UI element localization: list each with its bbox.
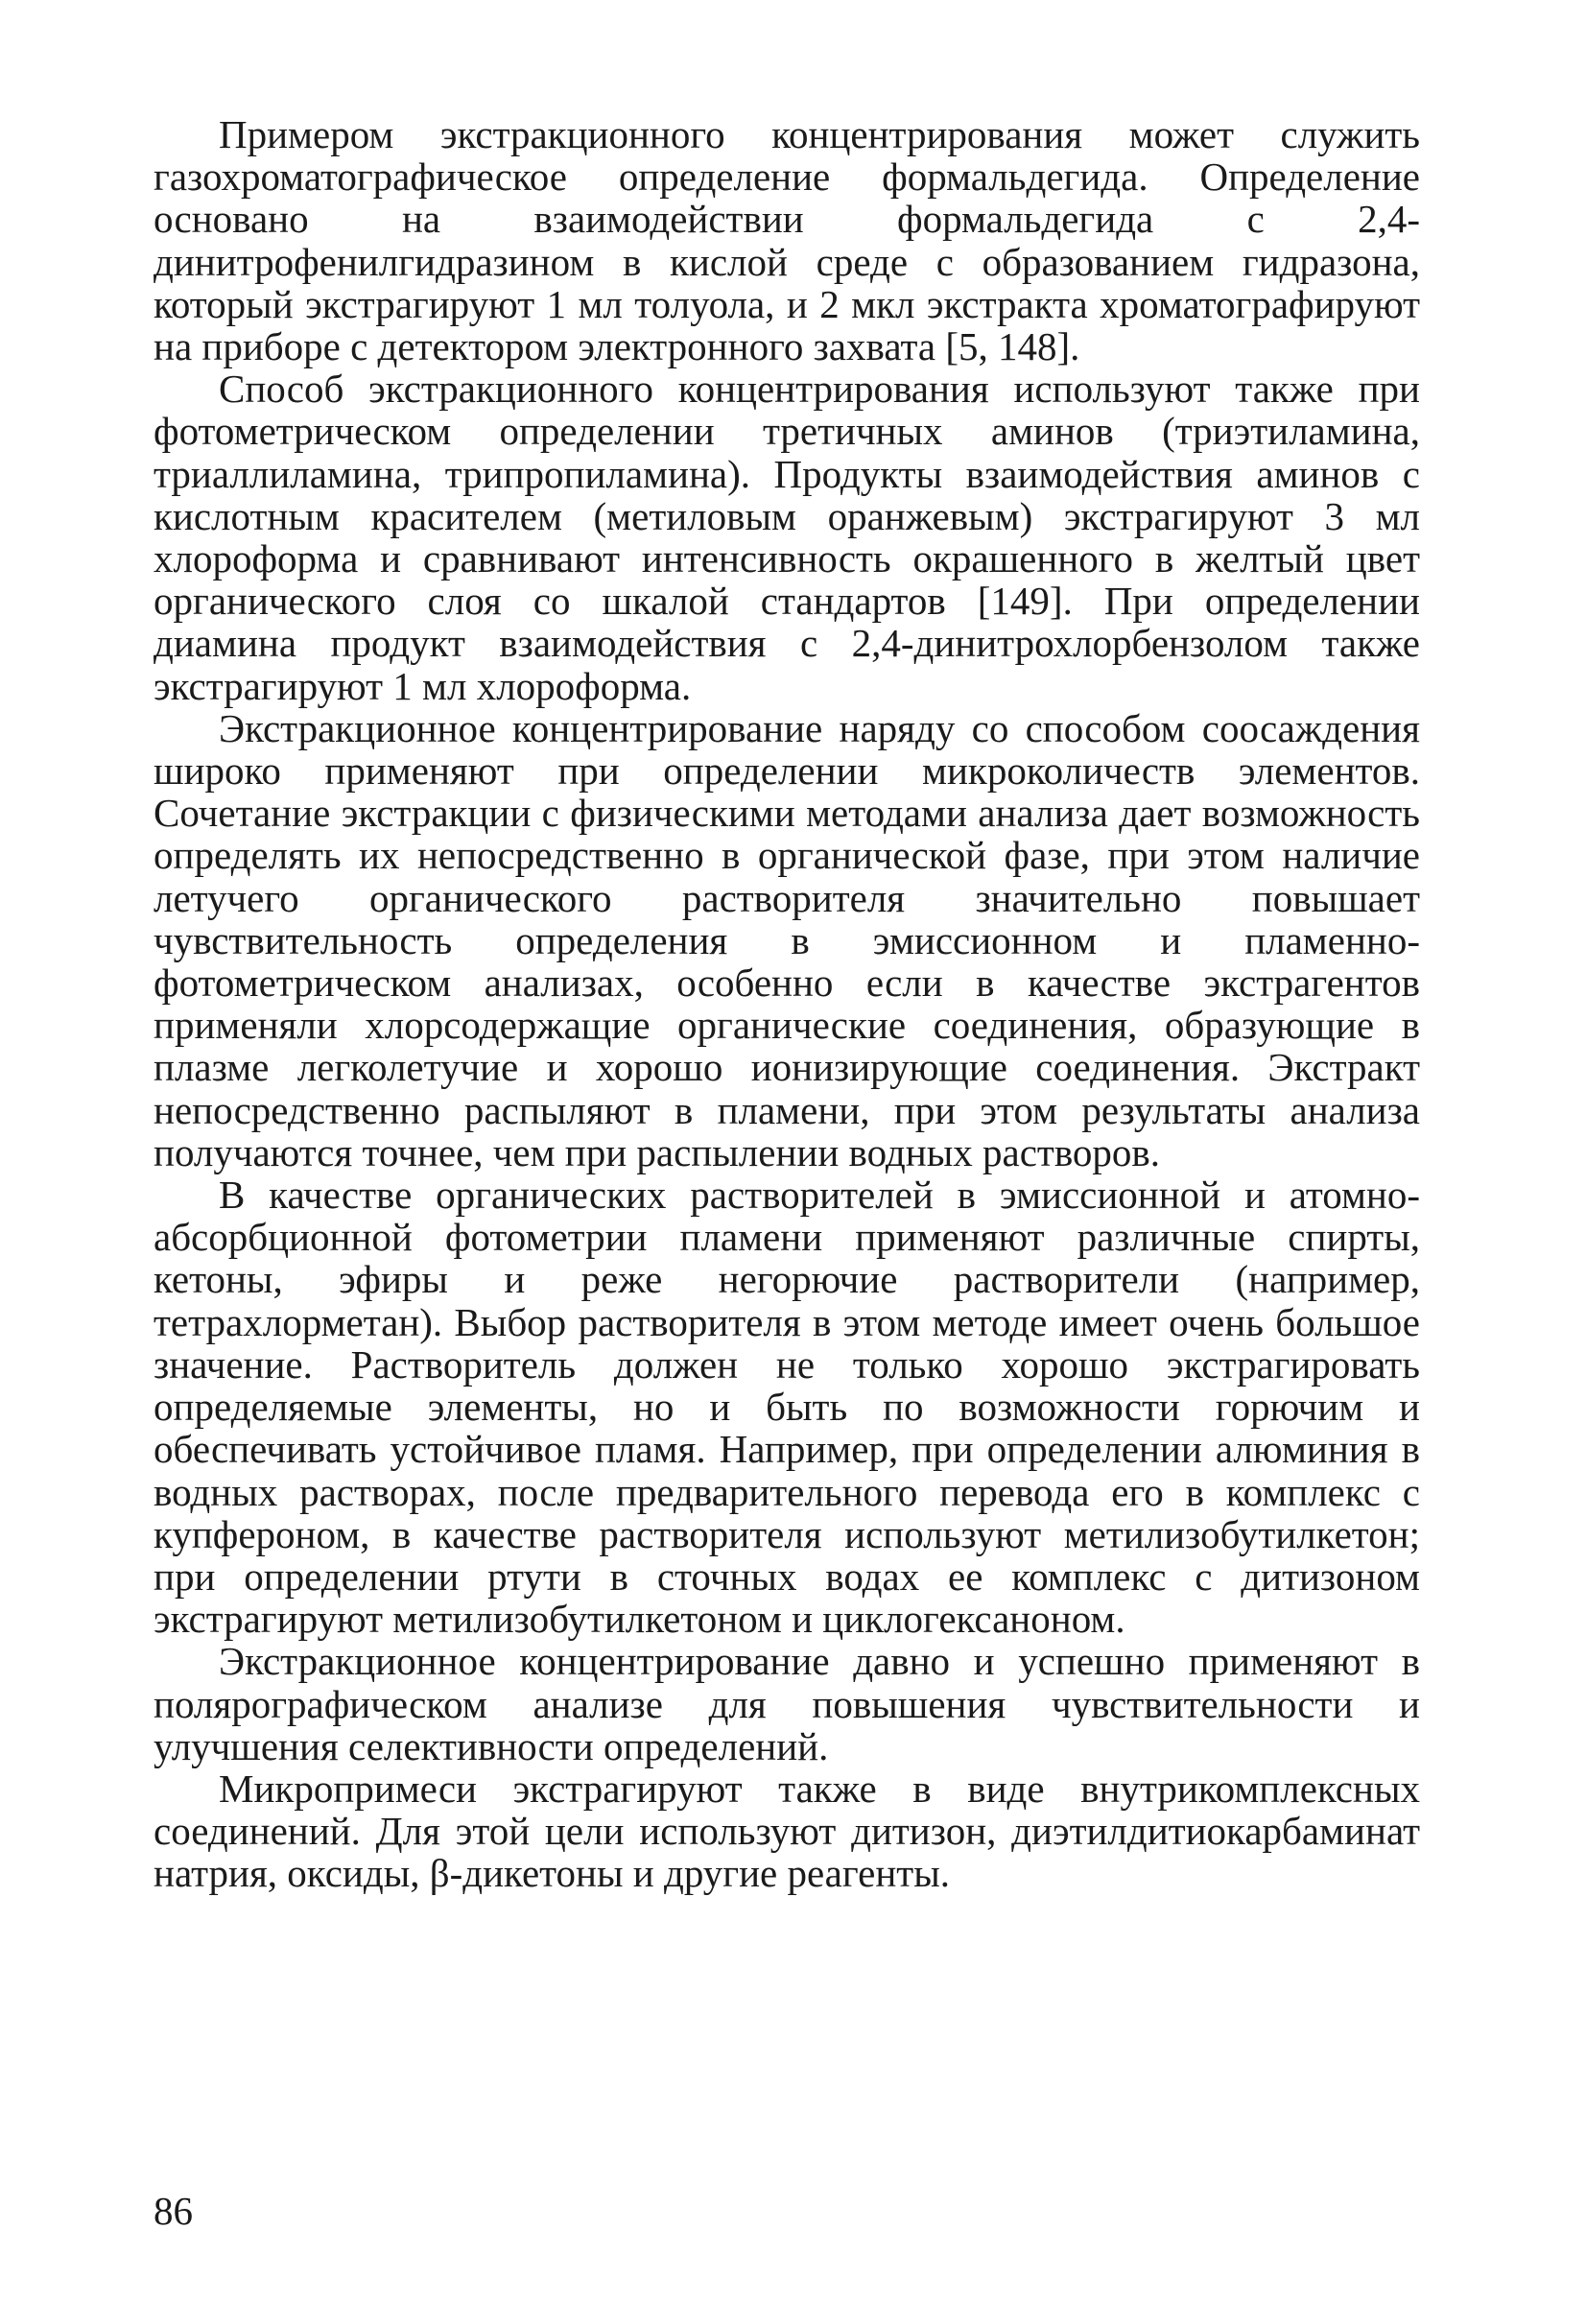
paragraph-tertiary-amines: Способ экстракционного концентрирования используют также при фотометрическом определении третичных аминов (триэтиламина, триаллиламина, трипропиламина). Продукты взаимодействия аминов с кислотным красителем (метиловым оранжевым) экстрагируют 3 мл хлороформа и сравнивают интенсивность окрашенного в желтый цвет органического слоя со шкалой стандартов [149]. При определении диамина продукт взаимодействия с 2,4-динитрохлорбензолом также экстрагируют 1 мл хлороформа. [154,367,1420,708]
page-body [154,113,1420,1895]
paragraph-microimpurities: Микропримеси экстрагируют также в виде внутрикомплексных соединений. Для этой цели используют дитизон, диэтилдитиокарбаминат натрия, оксиды, β-дикетоны и другие реагенты. [154,1766,1420,1896]
paragraph-microquantities: Экстракционное концентрирование наряду со способом соосаждения широко применяют при определении микроколичеств элементов. Сочетание экстракции с физическими методами анализа дает возможность определять их непосредственно в органической фазе, при этом наличие летучего органического растворителя значительно повышает чувствительность определения в эмиссионном и пламенно-фотометрическом анализах, особенно если в качестве экстрагентов применяли хлорсодержащие органические соединения, образующие в плазме легколетучие и хорошо ионизирующие соединения. Экстракт непосредственно распыляют в пламени, при этом результаты анализа получаются точнее, чем при распылении водных растворов. [154,705,1420,1174]
paragraph-organic-solvents: В качестве органических растворителей в эмиссионной и атомно-абсорбционной фотометрии пламени применяют различные спирты, кетоны, эфиры и реже негорючие растворители (например, тетрахлорметан). Выбор растворителя в этом методе имеет очень большое значение. Растворитель должен не только хорошо экстрагировать определяемые элементы, но и быть по возможности горючим и обеспечивать устойчивое пламя. Например, при определении алюминия в водных растворах, после предварительного перевода его в комплекс с купфероном, в качестве растворителя используют метилизобутилкетон; при определении ртути в сточных водах ее комплекс с дитизоном экстрагируют метилизобутилкетоном и циклогексаноном. [154,1173,1420,1642]
paragraph-formaldehyde: Примером экстракционного концентрирования может служить газохроматографическое определение формальдегида. Определение основано на взаимодействии формальдегида с 2,4-динитрофенилгидразином в кислой среде с образованием гидразона, который экстрагируют 1 мл толуола, и 2 мкл экстракта хроматографируют на приборе с детектором электронного захвата [5, 148]. [154,112,1420,369]
page-number: 86 [154,2189,193,2233]
paragraph-polarography: Экстракционное концентрирование давно и успешно применяют в полярографическом анализе для повышения чувствительности и улучшения селективности определений. [154,1639,1420,1768]
